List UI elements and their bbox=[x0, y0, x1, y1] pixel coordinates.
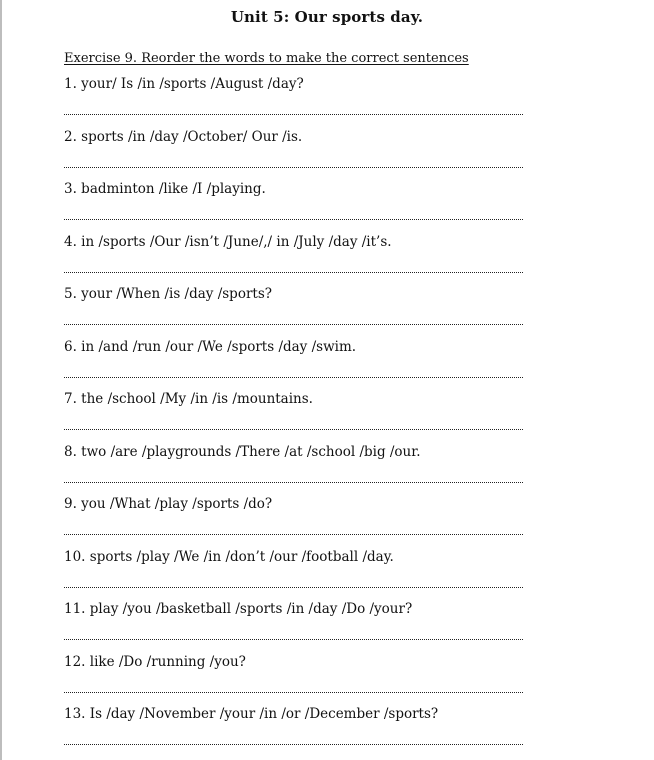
exercise-item bbox=[64, 126, 534, 179]
exercise-instruction: Exercise 9. Reorder the words to make the correct sentences bbox=[64, 51, 469, 66]
answer-line[interactable] bbox=[64, 639, 523, 640]
exercise-list bbox=[64, 73, 534, 756]
exercise-item bbox=[64, 283, 534, 336]
exercise-item bbox=[64, 388, 534, 441]
item-text: 10. sports /play /We /in /don’t /our /football /day. bbox=[64, 548, 394, 565]
item-text: 5. your /When /is /day /sports? bbox=[64, 286, 272, 302]
exercise-item bbox=[64, 231, 534, 284]
answer-line[interactable] bbox=[64, 482, 523, 483]
answer-line[interactable] bbox=[64, 429, 523, 430]
exercise-item bbox=[64, 178, 534, 231]
item-text: 12. like /Do /running /you? bbox=[64, 653, 246, 670]
answer-line[interactable] bbox=[64, 167, 523, 168]
answer-line[interactable] bbox=[64, 114, 523, 115]
exercise-item bbox=[64, 441, 534, 494]
item-text: 1. your/ Is /in /sports /August /day? bbox=[64, 76, 304, 92]
exercise-item bbox=[64, 336, 534, 389]
item-text: 2. sports /in /day /October/ Our /is. bbox=[64, 128, 303, 145]
answer-line[interactable] bbox=[64, 324, 523, 325]
exercise-item bbox=[64, 73, 534, 126]
item-text: 9. you /What /play /sports /do? bbox=[64, 496, 273, 512]
answer-line[interactable] bbox=[64, 219, 523, 220]
page-title: Unit 5: Our sports day. bbox=[230, 8, 424, 26]
answer-line[interactable] bbox=[64, 534, 523, 535]
exercise-item bbox=[64, 493, 534, 546]
answer-line[interactable] bbox=[64, 272, 523, 273]
item-text: 7. the /school /My /in /is /mountains. bbox=[64, 391, 313, 407]
answer-line[interactable] bbox=[64, 377, 523, 378]
item-text: 4. in /sports /Our /isn’t /June/,/ in /July /day /it’s. bbox=[64, 233, 392, 250]
item-text: 13. Is /day /November /your /in /or /December /sports? bbox=[64, 706, 439, 722]
item-text: 11. play /you /basketball /sports /in /day /Do /your? bbox=[64, 601, 413, 617]
answer-line[interactable] bbox=[64, 587, 523, 588]
answer-line[interactable] bbox=[64, 744, 523, 745]
exercise-item bbox=[64, 703, 534, 756]
exercise-item bbox=[64, 546, 534, 599]
item-text: 3. badminton /like /I /playing. bbox=[64, 181, 266, 197]
exercise-item bbox=[64, 598, 534, 651]
exercise-item bbox=[64, 651, 534, 704]
item-text: 6. in /and /run /our /We /sports /day /swim. bbox=[64, 338, 357, 355]
page-edge bbox=[0, 0, 2, 760]
item-text: 8. two /are /playgrounds /There /at /school /big /our. bbox=[64, 443, 421, 460]
answer-line[interactable] bbox=[64, 692, 523, 693]
